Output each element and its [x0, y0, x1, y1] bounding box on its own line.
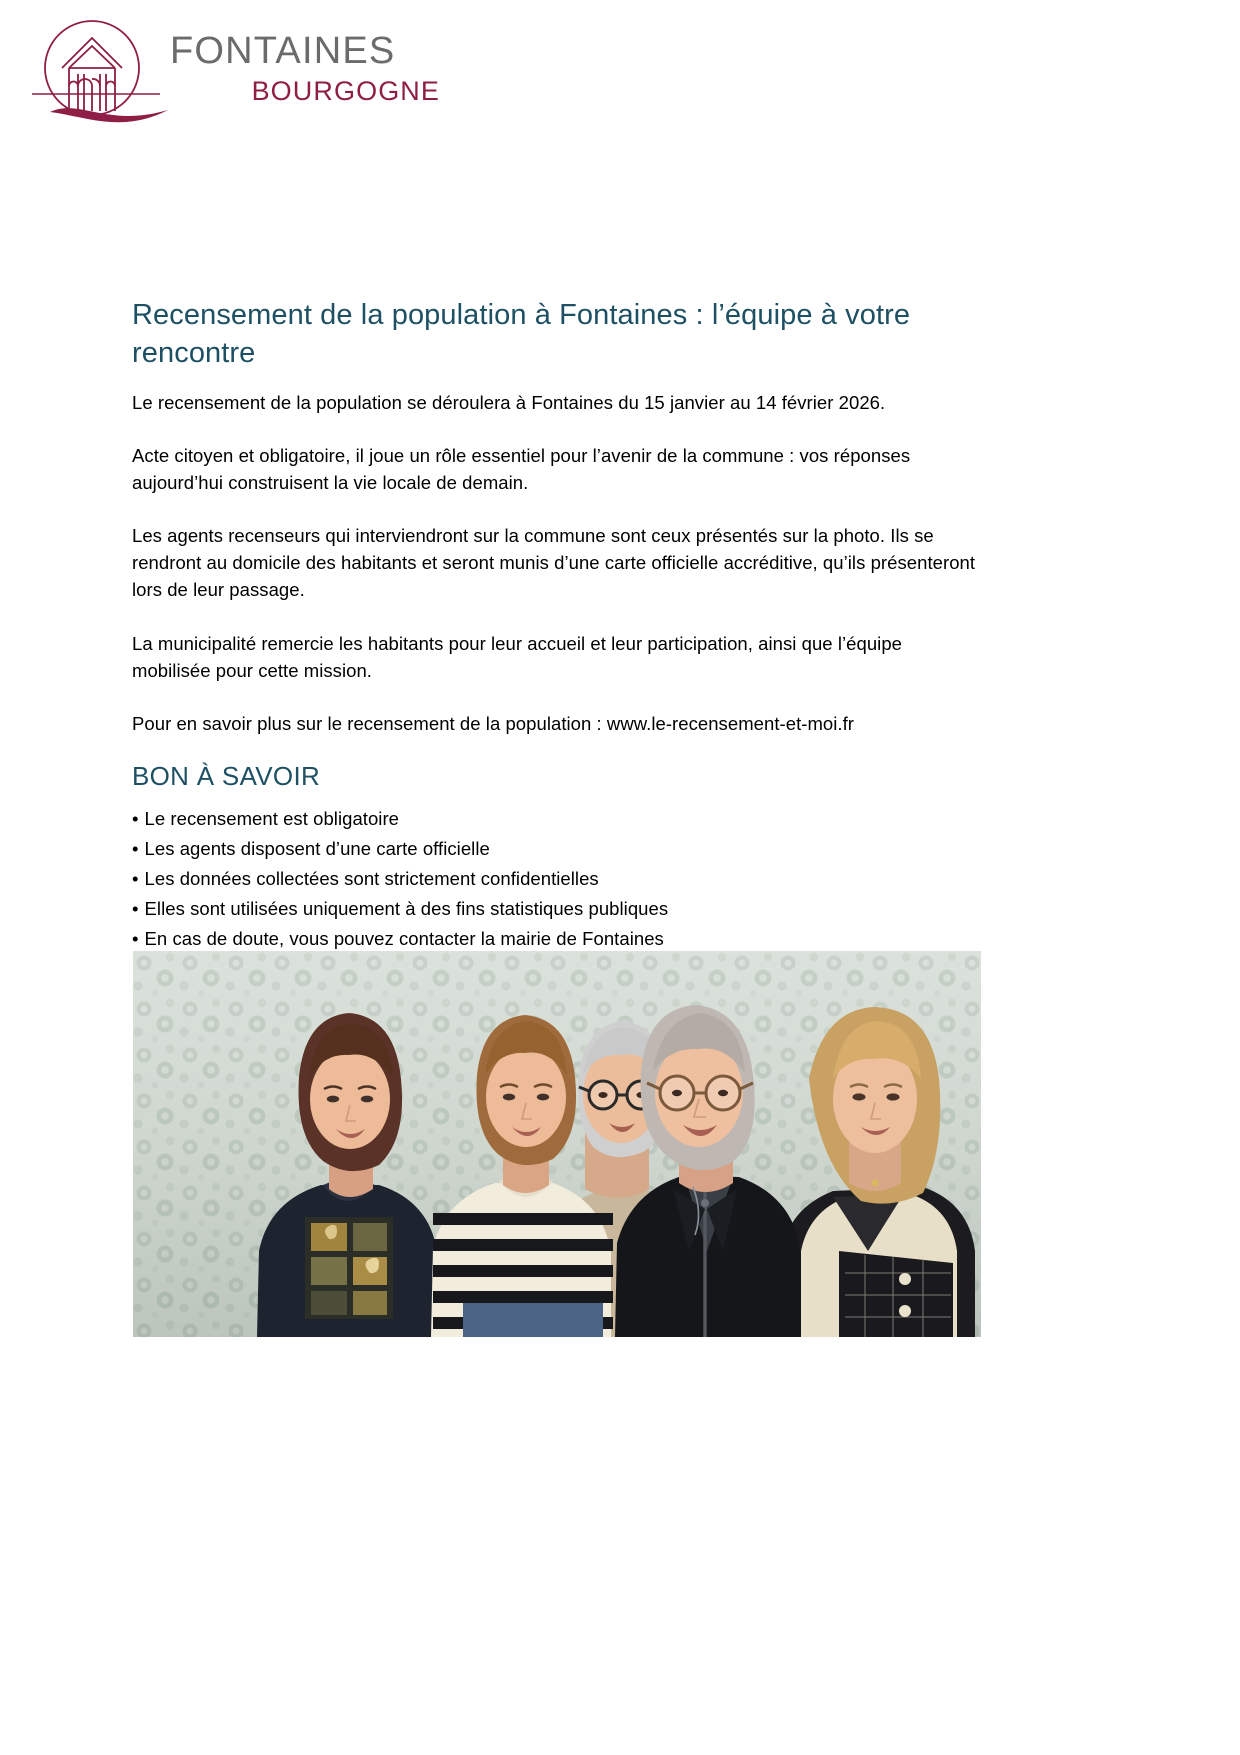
paragraph-thanks: La municipalité remercie les habitants pour leur accueil et leur participation, ainsi que l’équipe mobilisée pour cette mission. — [132, 632, 902, 681]
list-item-label: En cas de doute, vous pouvez contacter la mairie de Fontaines — [144, 928, 664, 950]
list-item — [132, 804, 982, 834]
logo-wordmark — [170, 32, 440, 124]
fontaines-washhouse-emblem-icon — [22, 16, 170, 128]
list-item — [132, 864, 982, 894]
list-item-label: Les données collectées sont strictement confidentielles — [144, 868, 599, 890]
list-item-label: Le recensement est obligatoire — [144, 808, 400, 830]
site-logo[interactable] — [22, 16, 442, 126]
bullet-icon: • — [132, 868, 139, 890]
bullet-icon: • — [132, 838, 139, 860]
list-item-label: Elles sont utilisées uniquement à des fins statistiques publiques — [144, 898, 669, 920]
list-item — [132, 894, 982, 924]
list-item — [132, 924, 982, 954]
bullet-icon: • — [132, 928, 139, 950]
list-item — [132, 834, 982, 864]
page-title: Recensement de la population à Fontaines : l’équipe à votre rencontre — [132, 299, 911, 370]
agents-recenseurs-group-photo — [133, 951, 981, 1337]
paragraph-agents: Les agents recenseurs qui interviendront sur la commune sont ceux présentés sur la photo. Ils se rendront au domicile des habitants et seront munis d’une carte officielle accréditive, qu’ils présenteront lors de leur passage. — [132, 525, 976, 601]
bullet-icon: • — [132, 898, 139, 920]
page-header — [0, 0, 1240, 150]
paragraph-more-info: Pour en savoir plus sur le recensement de la population : www.le-recensement-et-moi.fr — [132, 713, 855, 735]
logo-word-bourgogne: BOURGOGNE — [251, 76, 440, 106]
facts-list — [132, 804, 982, 954]
list-item-label: Les agents disposent d’une carte officielle — [144, 838, 490, 860]
section-heading-bon-a-savoir: BON À SAVOIR — [132, 761, 321, 792]
article-body — [132, 296, 982, 954]
logo-word-fontaines: FONTAINES — [170, 30, 396, 72]
bullet-icon: • — [132, 808, 139, 830]
paragraph-civic-duty: Acte citoyen et obligatoire, il joue un rôle essentiel pour l’avenir de la commune : vos réponses aujourd’hui construisent la vie locale de demain. — [132, 444, 911, 493]
paragraph-dates: Le recensement de la population se déroulera à Fontaines du 15 janvier au 14 février 2026. — [132, 391, 886, 413]
